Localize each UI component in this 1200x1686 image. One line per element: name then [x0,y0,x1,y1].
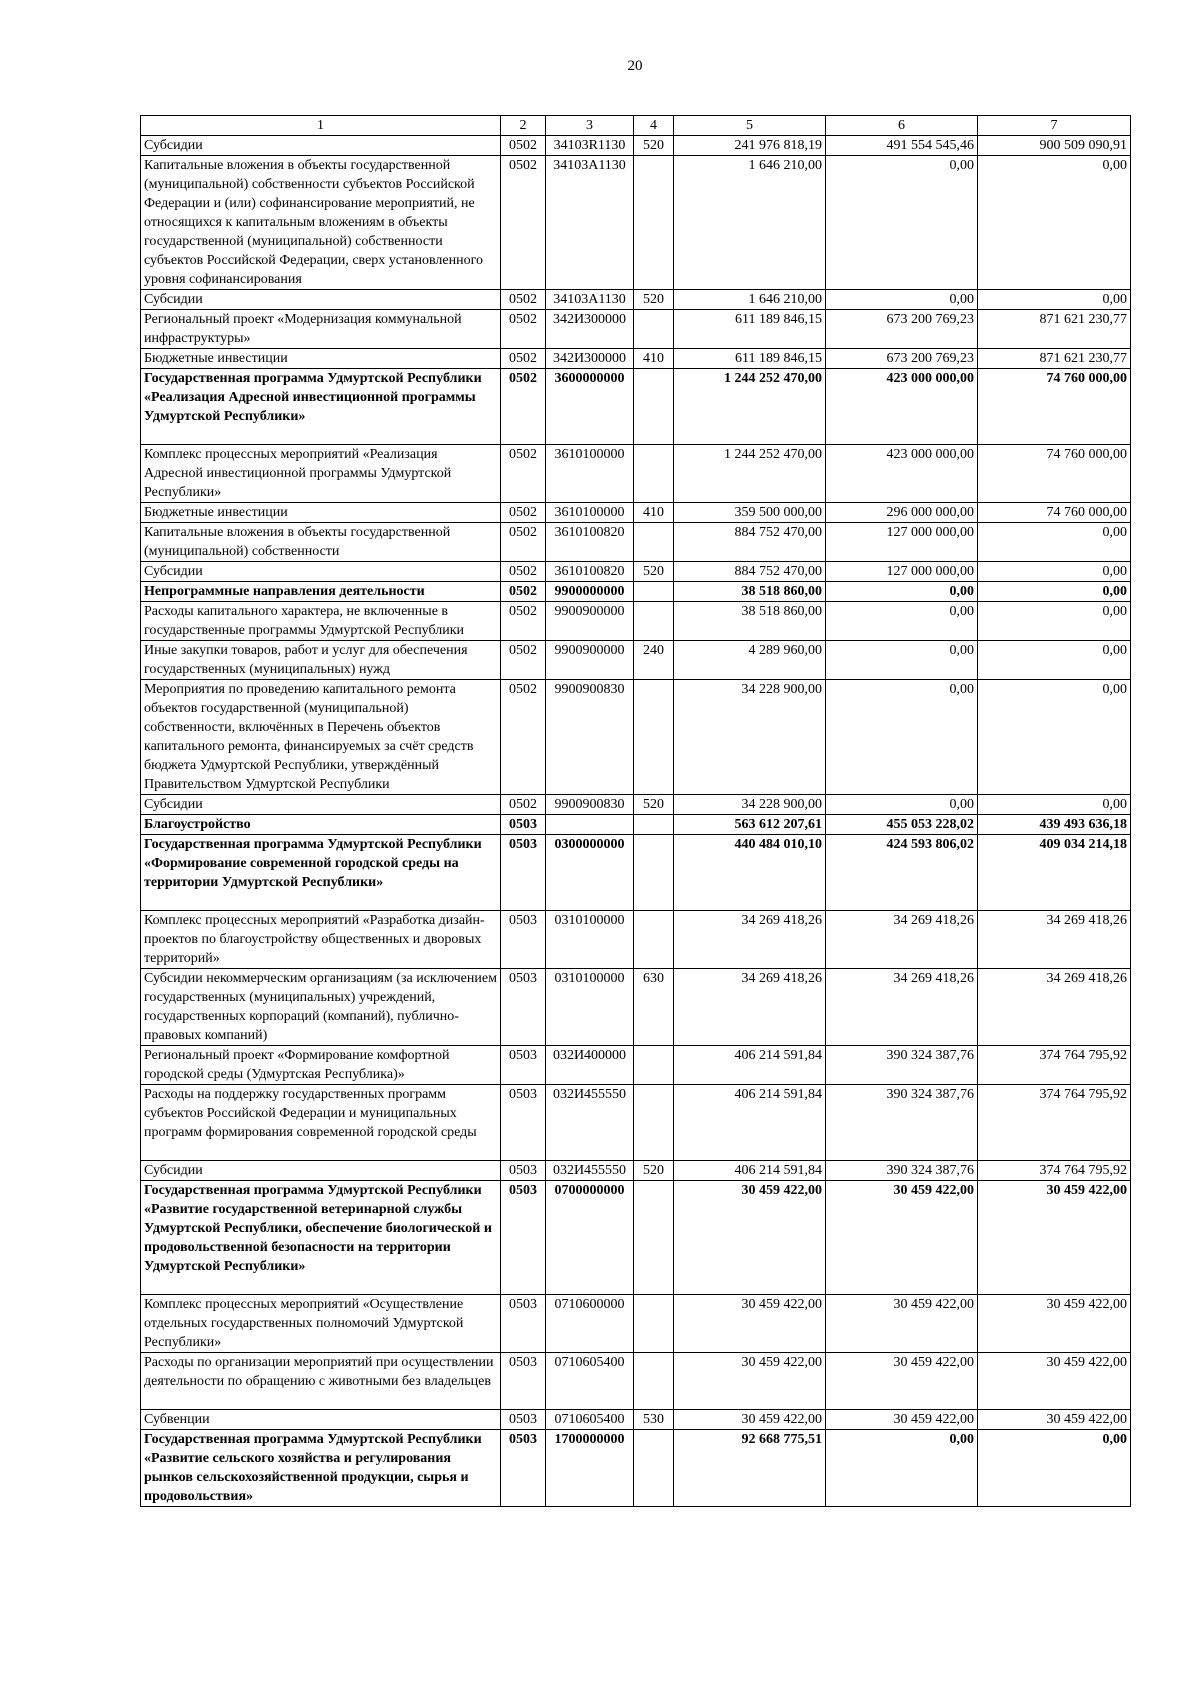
amount-year-2: 673 200 769,23 [826,349,978,369]
table-row [141,1353,1131,1410]
section-code: 0502 [501,680,546,795]
amount-year-1: 30 459 422,00 [674,1410,826,1430]
section-code: 0502 [501,523,546,562]
amount-year-1: 4 289 960,00 [674,641,826,680]
table-row [141,969,1131,1046]
section-code: 0502 [501,503,546,523]
amount-year-1: 1 244 252 470,00 [674,369,826,445]
amount-year-2: 0,00 [826,582,978,602]
expense-type-code [634,1085,674,1161]
amount-year-1: 884 752 470,00 [674,562,826,582]
amount-year-1: 359 500 000,00 [674,503,826,523]
amount-year-3: 30 459 422,00 [978,1410,1131,1430]
section-code: 0503 [501,1085,546,1161]
amount-year-1: 34 269 418,26 [674,969,826,1046]
table-row [141,911,1131,969]
row-description: Государственная программа Удмуртской Республики «Развитие государственной ветеринарной службы Удмуртской Республики, обеспечение биологической и продовольственной безопасности на территории Удмуртской Республики» [141,1181,501,1295]
amount-year-3: 409 034 214,18 [978,835,1131,911]
amount-year-1: 440 484 010,10 [674,835,826,911]
amount-year-2: 0,00 [826,290,978,310]
expense-type-code: 630 [634,969,674,1046]
table-row [141,1181,1131,1295]
amount-year-3: 0,00 [978,602,1131,641]
budget-table-body [141,116,1131,1507]
amount-year-1: 92 668 775,51 [674,1430,826,1507]
section-code: 0503 [501,969,546,1046]
amount-year-3: 439 493 636,18 [978,815,1131,835]
column-header: 6 [826,116,978,136]
amount-year-2: 424 593 806,02 [826,835,978,911]
amount-year-2: 0,00 [826,602,978,641]
row-description: Субсидии [141,290,501,310]
table-row [141,795,1131,815]
amount-year-1: 1 646 210,00 [674,156,826,290]
amount-year-3: 74 760 000,00 [978,503,1131,523]
target-article-code: 3600000000 [546,369,634,445]
amount-year-3: 0,00 [978,641,1131,680]
amount-year-2: 30 459 422,00 [826,1295,978,1353]
amount-year-1: 1 244 252 470,00 [674,445,826,503]
amount-year-3: 30 459 422,00 [978,1295,1131,1353]
column-header: 2 [501,116,546,136]
amount-year-3: 374 764 795,92 [978,1046,1131,1085]
section-code: 0502 [501,562,546,582]
section-code: 0502 [501,349,546,369]
amount-year-2: 491 554 545,46 [826,136,978,156]
row-description: Региональный проект «Модернизация коммунальной инфраструктуры» [141,310,501,349]
table-row [141,369,1131,445]
row-description: Субсидии некоммерческим организациям (за исключением государственных (муниципальных) учреждений, государственных корпораций (компаний), публично-правовых компаний) [141,969,501,1046]
table-row [141,503,1131,523]
table-row [141,290,1131,310]
amount-year-2: 127 000 000,00 [826,523,978,562]
table-row [141,680,1131,795]
row-description: Расходы капитального характера, не включенные в государственные программы Удмуртской Республики [141,602,501,641]
table-row [141,310,1131,349]
section-code: 0503 [501,1430,546,1507]
amount-year-1: 30 459 422,00 [674,1181,826,1295]
amount-year-2: 127 000 000,00 [826,562,978,582]
page-number: 20 [627,58,643,74]
row-description: Комплекс процессных мероприятий «Реализация Адресной инвестиционной программы Удмуртской Республики» [141,445,501,503]
column-header: 4 [634,116,674,136]
section-code: 0502 [501,156,546,290]
expense-type-code: 520 [634,290,674,310]
row-description: Мероприятия по проведению капитального ремонта объектов государственной (муниципальной) собственности, включённых в Перечень объектов капитального ремонта, финансируемых за счёт средств бюджета Удмуртской Республики, утверждённый Правительством Удмуртской Республики [141,680,501,795]
row-description: Иные закупки товаров, работ и услуг для обеспечения государственных (муниципальных) нужд [141,641,501,680]
section-code: 0502 [501,310,546,349]
expense-type-code: 240 [634,641,674,680]
row-description: Субсидии [141,795,501,815]
amount-year-3: 30 459 422,00 [978,1181,1131,1295]
expense-type-code [634,602,674,641]
table-row [141,445,1131,503]
amount-year-2: 0,00 [826,680,978,795]
row-description: Благоустройство [141,815,501,835]
target-article-code [546,815,634,835]
target-article-code: 0310100000 [546,969,634,1046]
expense-type-code [634,1295,674,1353]
expense-type-code: 410 [634,503,674,523]
table-row [141,136,1131,156]
amount-year-2: 0,00 [826,1430,978,1507]
section-code: 0502 [501,136,546,156]
section-code: 0503 [501,1046,546,1085]
amount-year-1: 406 214 591,84 [674,1161,826,1181]
target-article-code: 9900900000 [546,641,634,680]
amount-year-1: 563 612 207,61 [674,815,826,835]
expense-type-code [634,1353,674,1410]
row-description: Субсидии [141,1161,501,1181]
expense-type-code: 520 [634,562,674,582]
amount-year-1: 34 228 900,00 [674,795,826,815]
target-article-code: 9900000000 [546,582,634,602]
table-row [141,835,1131,911]
expense-type-code: 520 [634,795,674,815]
target-article-code: 032И455550 [546,1161,634,1181]
row-description: Региональный проект «Формирование комфортной городской среды (Удмуртская Республика)» [141,1046,501,1085]
row-description: Капитальные вложения в объекты государственной (муниципальной) собственности [141,523,501,562]
target-article-code: 34103A1130 [546,290,634,310]
row-description: Комплекс процессных мероприятий «Разработка дизайн-проектов по благоустройству общественных и дворовых территорий» [141,911,501,969]
target-article-code: 032И400000 [546,1046,634,1085]
table-row [141,349,1131,369]
amount-year-2: 423 000 000,00 [826,369,978,445]
column-header: 3 [546,116,634,136]
expense-type-code: 410 [634,349,674,369]
amount-year-3: 74 760 000,00 [978,445,1131,503]
section-code: 0503 [501,815,546,835]
table-row [141,1410,1131,1430]
amount-year-2: 0,00 [826,641,978,680]
section-code: 0503 [501,835,546,911]
amount-year-3: 0,00 [978,290,1131,310]
amount-year-2: 0,00 [826,795,978,815]
expense-type-code [634,1046,674,1085]
amount-year-3: 374 764 795,92 [978,1161,1131,1181]
amount-year-2: 30 459 422,00 [826,1410,978,1430]
amount-year-3: 871 621 230,77 [978,349,1131,369]
amount-year-3: 0,00 [978,562,1131,582]
column-header: 1 [141,116,501,136]
budget-table [140,115,1131,1507]
expense-type-code [634,911,674,969]
amount-year-1: 1 646 210,00 [674,290,826,310]
table-row [141,1430,1131,1507]
amount-year-3: 871 621 230,77 [978,310,1131,349]
row-description: Капитальные вложения в объекты государственной (муниципальной) собственности субъектов Российской Федерации и (или) софинансирование мероприятий, не относящихся к капитальным вложениям в объекты государственной (муниципальной) собственности субъектов Российской Федерации, сверх установленного уровня софинансирования [141,156,501,290]
row-description: Бюджетные инвестиции [141,503,501,523]
target-article-code: 3610100820 [546,562,634,582]
target-article-code: 0710605400 [546,1353,634,1410]
row-description: Расходы на поддержку государственных программ субъектов Российской Федерации и муниципальных программ формирования современной городской среды [141,1085,501,1161]
target-article-code: 342И300000 [546,349,634,369]
amount-year-1: 30 459 422,00 [674,1295,826,1353]
amount-year-3: 30 459 422,00 [978,1353,1131,1410]
section-code: 0503 [501,1410,546,1430]
amount-year-3: 0,00 [978,523,1131,562]
expense-type-code: 530 [634,1410,674,1430]
amount-year-2: 390 324 387,76 [826,1046,978,1085]
section-code: 0502 [501,290,546,310]
expense-type-code: 520 [634,1161,674,1181]
amount-year-3: 0,00 [978,795,1131,815]
row-description: Субсидии [141,136,501,156]
amount-year-1: 38 518 860,00 [674,582,826,602]
amount-year-2: 34 269 418,26 [826,969,978,1046]
expense-type-code [634,310,674,349]
amount-year-3: 0,00 [978,1430,1131,1507]
target-article-code: 0300000000 [546,835,634,911]
table-row [141,1161,1131,1181]
amount-year-2: 30 459 422,00 [826,1181,978,1295]
amount-year-2: 34 269 418,26 [826,911,978,969]
amount-year-3: 374 764 795,92 [978,1085,1131,1161]
target-article-code: 0710600000 [546,1295,634,1353]
target-article-code: 9900900830 [546,680,634,795]
amount-year-1: 241 976 818,19 [674,136,826,156]
amount-year-1: 611 189 846,15 [674,310,826,349]
expense-type-code [634,1181,674,1295]
row-description: Расходы по организации мероприятий при осуществлении деятельности по обращению с животными без владельцев [141,1353,501,1410]
row-description: Государственная программа Удмуртской Республики «Реализация Адресной инвестиционной программы Удмуртской Республики» [141,369,501,445]
section-code: 0503 [501,1295,546,1353]
amount-year-3: 0,00 [978,156,1131,290]
target-article-code: 0700000000 [546,1181,634,1295]
expense-type-code [634,1430,674,1507]
amount-year-3: 34 269 418,26 [978,911,1131,969]
target-article-code: 9900900000 [546,602,634,641]
amount-year-1: 406 214 591,84 [674,1046,826,1085]
amount-year-3: 74 760 000,00 [978,369,1131,445]
expense-type-code [634,582,674,602]
amount-year-1: 34 228 900,00 [674,680,826,795]
table-row [141,1085,1131,1161]
target-article-code: 34103R1130 [546,136,634,156]
section-code: 0502 [501,602,546,641]
amount-year-1: 406 214 591,84 [674,1085,826,1161]
expense-type-code [634,680,674,795]
amount-year-3: 0,00 [978,582,1131,602]
amount-year-2: 455 053 228,02 [826,815,978,835]
table-row [141,156,1131,290]
amount-year-2: 0,00 [826,156,978,290]
section-code: 0502 [501,641,546,680]
amount-year-1: 38 518 860,00 [674,602,826,641]
table-row [141,582,1131,602]
amount-year-1: 34 269 418,26 [674,911,826,969]
target-article-code: 34103A1130 [546,156,634,290]
expense-type-code: 520 [634,136,674,156]
target-article-code: 3610100000 [546,445,634,503]
amount-year-3: 34 269 418,26 [978,969,1131,1046]
table-row [141,1046,1131,1085]
expense-type-code [634,445,674,503]
row-description: Субвенции [141,1410,501,1430]
amount-year-1: 611 189 846,15 [674,349,826,369]
row-description: Бюджетные инвестиции [141,349,501,369]
amount-year-2: 423 000 000,00 [826,445,978,503]
amount-year-1: 884 752 470,00 [674,523,826,562]
section-code: 0503 [501,1161,546,1181]
target-article-code: 9900900830 [546,795,634,815]
target-article-code: 342И300000 [546,310,634,349]
table-row [141,562,1131,582]
target-article-code: 0710605400 [546,1410,634,1430]
amount-year-1: 30 459 422,00 [674,1353,826,1410]
target-article-code: 3610100820 [546,523,634,562]
row-description: Субсидии [141,562,501,582]
amount-year-2: 390 324 387,76 [826,1085,978,1161]
amount-year-2: 296 000 000,00 [826,503,978,523]
target-article-code: 032И455550 [546,1085,634,1161]
section-code: 0502 [501,369,546,445]
amount-year-2: 673 200 769,23 [826,310,978,349]
section-code: 0503 [501,1181,546,1295]
amount-year-2: 30 459 422,00 [826,1353,978,1410]
section-code: 0502 [501,795,546,815]
row-description: Комплекс процессных мероприятий «Осуществление отдельных государственных полномочий Удмуртской Республики» [141,1295,501,1353]
row-description: Непрограммные направления деятельности [141,582,501,602]
table-row [141,602,1131,641]
expense-type-code [634,369,674,445]
section-code: 0502 [501,445,546,503]
table-row [141,815,1131,835]
expense-type-code [634,835,674,911]
column-header: 7 [978,116,1131,136]
section-code: 0502 [501,582,546,602]
section-code: 0503 [501,911,546,969]
table-row [141,523,1131,562]
row-description: Государственная программа Удмуртской Республики «Формирование современной городской среды на территории Удмуртской Республики» [141,835,501,911]
row-description: Государственная программа Удмуртской Республики «Развитие сельского хозяйства и регулирования рынков сельскохозяйственной продукции, сырья и продовольствия» [141,1430,501,1507]
target-article-code: 0310100000 [546,911,634,969]
expense-type-code [634,156,674,290]
target-article-code: 1700000000 [546,1430,634,1507]
amount-year-2: 390 324 387,76 [826,1161,978,1181]
column-header: 5 [674,116,826,136]
table-row [141,641,1131,680]
section-code: 0503 [501,1353,546,1410]
column-number-row [141,116,1131,136]
amount-year-3: 0,00 [978,680,1131,795]
expense-type-code [634,523,674,562]
target-article-code: 3610100000 [546,503,634,523]
table-row [141,1295,1131,1353]
expense-type-code [634,815,674,835]
amount-year-3: 900 509 090,91 [978,136,1131,156]
